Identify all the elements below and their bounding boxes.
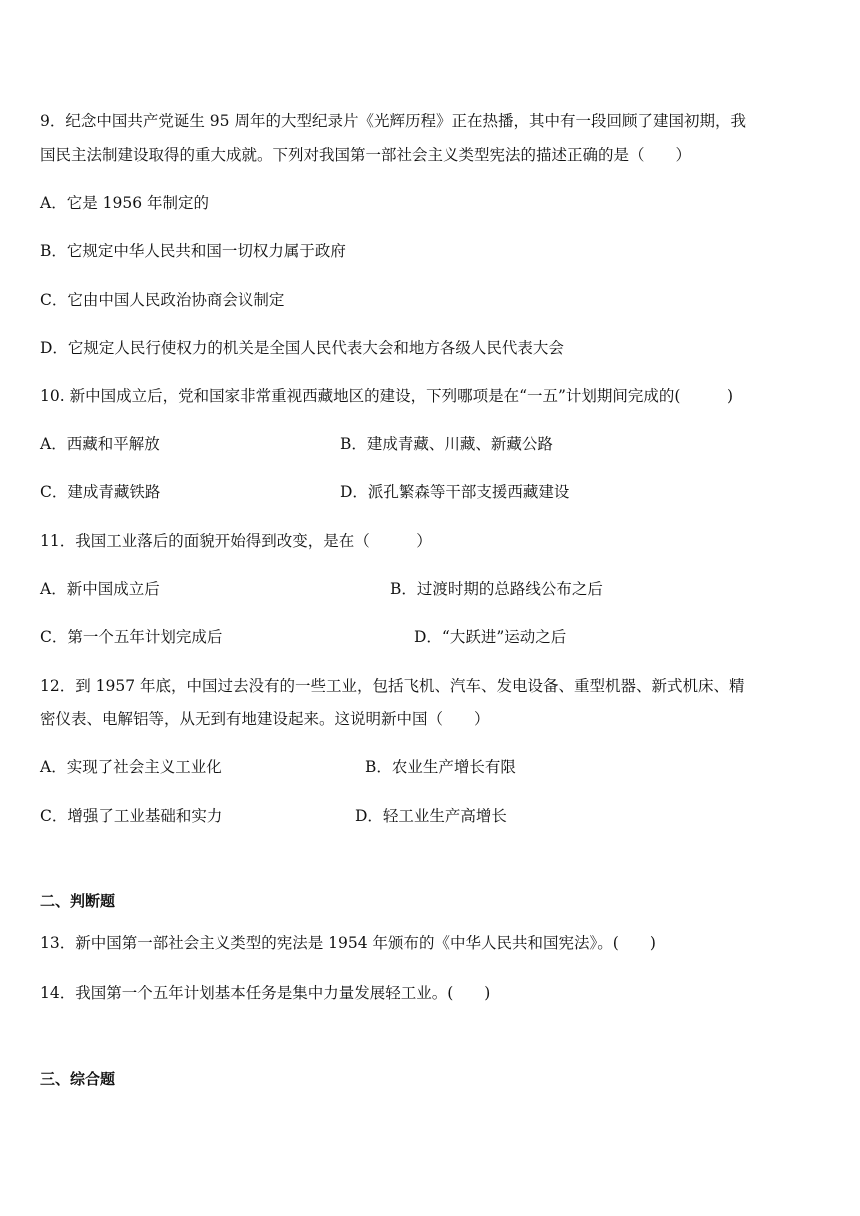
q12-option-a: A．实现了社会主义工业化 [40, 758, 222, 776]
q14: 14．我国第一个五年计划基本任务是集中力量发展轻工业。( ) [40, 984, 491, 1002]
q12-stem-line1: 12．到 1957 年底，中国过去没有的一些工业，包括飞机、汽车、发电设备、重型机器、新式机床、精 [40, 677, 745, 695]
q9-stem-line2: 国民主法制建设取得的重大成就。下列对我国第一部社会主义类型宪法的描述正确的是（ ） [40, 146, 692, 164]
q12-option-b: B．农业生产增长有限 [365, 758, 516, 776]
q9-option-a: A．它是 1956 年制定的 [40, 194, 209, 212]
section-title-comprehensive: 三、综合题 [40, 1070, 116, 1088]
q12-stem-line2: 密仪表、电解铝等，从无到有地建设起来。这说明新中国（ ） [40, 710, 490, 728]
q10-option-a: A．西藏和平解放 [40, 435, 160, 453]
q13: 13．新中国第一部社会主义类型的宪法是 1954 年颁布的《中华人民共和国宪法》。( ) [40, 934, 656, 952]
q9-option-b: B．它规定中华人民共和国一切权力属于政府 [40, 242, 346, 260]
q11-option-d: D．“大跃进”运动之后 [414, 628, 567, 646]
q9-stem-line1: 9．纪念中国共产党诞生 95 周年的大型纪录片《光辉历程》正在热播，其中有一段回顾了建国初期，我 [40, 112, 746, 130]
q11-option-a: A．新中国成立后 [40, 580, 160, 598]
q9-option-d: D．它规定人民行使权力的机关是全国人民代表大会和地方各级人民代表大会 [40, 339, 564, 357]
section-title-judgment: 二、判断题 [40, 892, 116, 910]
q12-option-d: D．轻工业生产高增长 [355, 807, 507, 825]
q11-stem: 11．我国工业落后的面貌开始得到改变，是在（ ） [40, 532, 432, 550]
q11-option-b: B．过渡时期的总路线公布之后 [390, 580, 603, 598]
q10-option-d: D．派孔繁森等干部支援西藏建设 [340, 483, 570, 501]
q12-option-c: C．增强了工业基础和实力 [40, 807, 223, 825]
q11-option-c: C．第一个五年计划完成后 [40, 628, 223, 646]
q10-option-b: B．建成青藏、川藏、新藏公路 [340, 435, 553, 453]
q10-stem: 10. 新中国成立后，党和国家非常重视西藏地区的建设，下列哪项是在“一五”计划期间完成的( ) [40, 387, 734, 405]
q10-option-c: C．建成青藏铁路 [40, 483, 161, 501]
q9-option-c: C．它由中国人民政治协商会议制定 [40, 291, 285, 309]
